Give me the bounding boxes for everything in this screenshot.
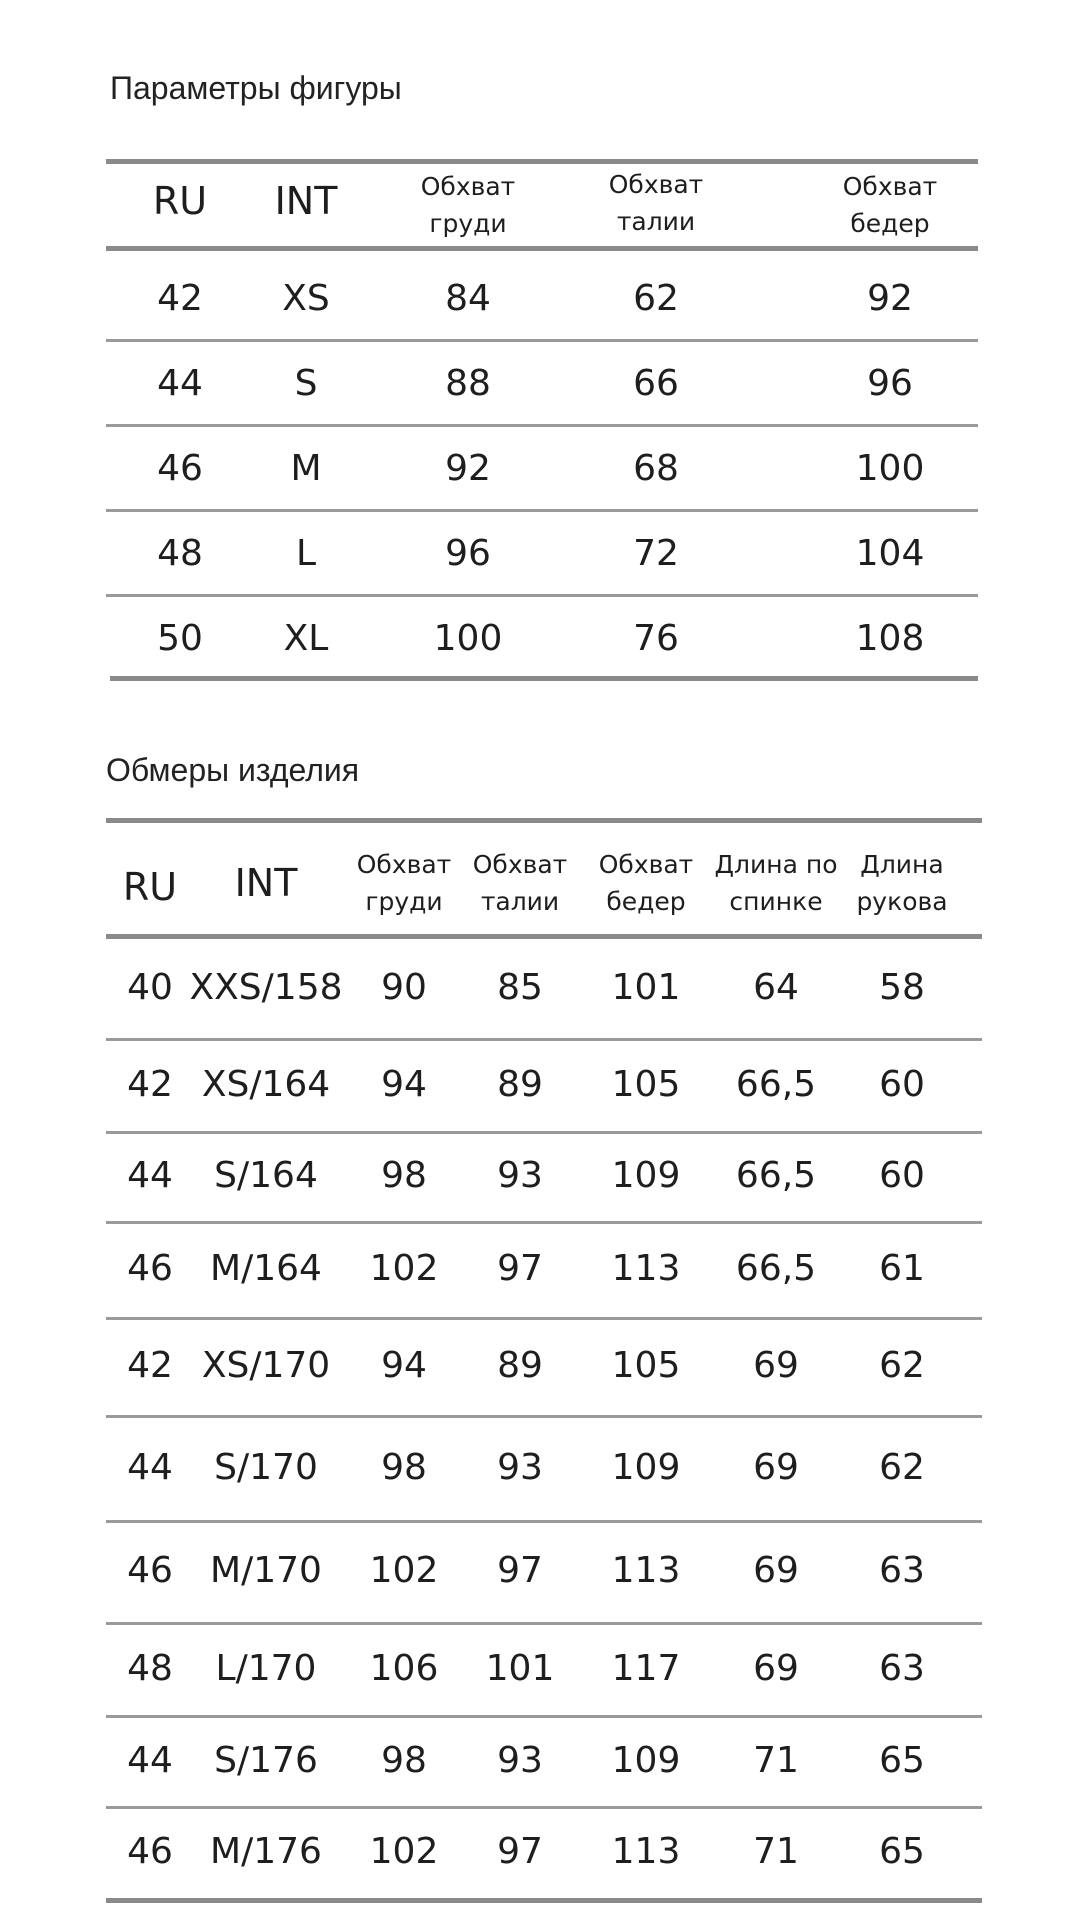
- table-cell: 100: [855, 448, 925, 489]
- header-hips-line1: Обхват: [598, 850, 694, 879]
- header-waist-line1: Обхват: [608, 170, 704, 199]
- row-divider: [106, 1715, 982, 1718]
- table-cell: 109: [611, 1155, 681, 1196]
- header-hips-line2: бедер: [850, 209, 930, 238]
- header-sleeve-length-line1: Длина: [860, 850, 944, 879]
- header-waist-line2: талии: [616, 207, 696, 236]
- table-cell: 46: [157, 448, 203, 489]
- table-cell: 44: [157, 363, 203, 404]
- figure-params-title: Параметры фигуры: [110, 70, 402, 106]
- row-divider: [106, 339, 978, 342]
- table-cell: 96: [445, 533, 491, 574]
- table-cell: 72: [633, 533, 679, 574]
- table-cell: 104: [855, 533, 925, 574]
- table-cell: 105: [611, 1063, 681, 1105]
- table-cell: 46: [127, 1550, 173, 1591]
- garment-measurements-title: Обмеры изделия: [106, 752, 360, 788]
- table-cell: 89: [497, 1063, 543, 1105]
- header-chest: [357, 846, 452, 920]
- table-cell: 69: [753, 1345, 799, 1386]
- table-cell: 61: [879, 1248, 925, 1289]
- table-cell: 108: [855, 618, 925, 659]
- garment-table-top-rule: [106, 818, 982, 823]
- table-cell: M/170: [210, 1550, 322, 1591]
- header-sleeve-length: [856, 846, 947, 920]
- table-cell: M/164: [210, 1248, 322, 1289]
- header-hips: [599, 846, 694, 920]
- table-cell: 60: [879, 1063, 925, 1105]
- row-divider: [106, 1415, 982, 1418]
- table-cell: 40: [127, 966, 173, 1008]
- table-cell: M: [290, 448, 322, 489]
- table-cell: 76: [633, 618, 679, 659]
- table-cell: XL: [283, 618, 329, 659]
- garment-table-header-rule: [106, 934, 982, 939]
- table-cell: S/170: [214, 1446, 318, 1488]
- header-hips-line2: бедер: [606, 887, 686, 916]
- table-cell: 113: [611, 1248, 681, 1289]
- table-cell: XS: [282, 278, 330, 319]
- table-cell: 109: [611, 1739, 681, 1781]
- header-chest-line1: Обхват: [420, 172, 516, 201]
- table-cell: 44: [127, 1739, 173, 1781]
- table-cell: 66: [633, 363, 679, 404]
- table-cell: 42: [127, 1063, 173, 1105]
- table-cell: 94: [381, 1345, 427, 1386]
- header-chest-line2: груди: [365, 887, 443, 916]
- header-int: INT: [274, 179, 338, 223]
- table-cell: 50: [157, 618, 203, 659]
- table-cell: 92: [867, 278, 913, 319]
- table-cell: 113: [611, 1831, 681, 1872]
- table-cell: 62: [879, 1345, 925, 1386]
- table-cell: 101: [611, 966, 681, 1008]
- table-cell: 63: [879, 1550, 925, 1591]
- table-cell: 66,5: [735, 1248, 817, 1289]
- header-hips-line1: Обхват: [842, 172, 938, 201]
- row-divider: [106, 594, 978, 597]
- row-divider: [106, 1317, 982, 1320]
- table-cell: 42: [127, 1345, 173, 1386]
- row-divider: [106, 509, 978, 512]
- table-cell: 68: [633, 448, 679, 489]
- table-cell: 65: [879, 1739, 925, 1781]
- table-cell: 101: [485, 1647, 555, 1689]
- figure-table-header-rule: [106, 246, 978, 251]
- table-cell: 62: [633, 278, 679, 319]
- table-cell: 63: [879, 1647, 925, 1689]
- table-cell: 97: [497, 1550, 543, 1591]
- table-cell: 93: [497, 1739, 543, 1781]
- figure-table-bottom-rule: [110, 676, 978, 681]
- table-cell: 113: [611, 1550, 681, 1591]
- header-waist: [473, 846, 568, 920]
- table-cell: 44: [127, 1155, 173, 1196]
- table-cell: 69: [753, 1446, 799, 1488]
- row-divider: [106, 424, 978, 427]
- header-back-length: [714, 846, 837, 920]
- table-cell: 102: [369, 1550, 439, 1591]
- table-cell: 71: [753, 1739, 799, 1781]
- table-cell: 88: [445, 363, 491, 404]
- header-waist: [609, 166, 704, 240]
- header-back-length-line1: Длина по: [714, 850, 838, 879]
- row-divider: [106, 1520, 982, 1523]
- row-divider: [106, 1622, 982, 1625]
- row-divider: [106, 1221, 982, 1224]
- table-cell: 109: [611, 1446, 681, 1488]
- table-cell: 117: [611, 1647, 681, 1689]
- table-cell: 94: [381, 1063, 427, 1105]
- header-hips: [843, 168, 938, 242]
- header-int: INT: [234, 861, 298, 905]
- header-back-length-line2: спинке: [729, 887, 823, 916]
- row-divider: [106, 1131, 982, 1134]
- figure-table-top-rule: [106, 159, 978, 164]
- table-cell: XS/170: [201, 1345, 331, 1386]
- table-cell: 92: [445, 448, 491, 489]
- table-cell: 100: [433, 618, 503, 659]
- table-cell: 46: [127, 1248, 173, 1289]
- header-chest: [421, 168, 516, 242]
- table-cell: 58: [879, 966, 925, 1008]
- table-cell: 97: [497, 1831, 543, 1872]
- table-cell: 102: [369, 1248, 439, 1289]
- table-cell: 96: [867, 363, 913, 404]
- table-cell: L/170: [215, 1647, 317, 1689]
- table-cell: 97: [497, 1248, 543, 1289]
- table-cell: 42: [157, 278, 203, 319]
- header-sleeve-length-line2: рукова: [856, 887, 948, 916]
- garment-table-bottom-rule: [106, 1898, 982, 1903]
- table-cell: 90: [381, 966, 427, 1008]
- table-cell: 71: [753, 1831, 799, 1872]
- table-cell: L: [295, 533, 317, 574]
- table-cell: 64: [753, 966, 799, 1008]
- table-cell: 106: [369, 1647, 439, 1689]
- table-cell: S/176: [214, 1739, 318, 1781]
- table-cell: 98: [381, 1739, 427, 1781]
- table-cell: 46: [127, 1831, 173, 1872]
- table-cell: 102: [369, 1831, 439, 1872]
- table-cell: 105: [611, 1345, 681, 1386]
- table-cell: S: [294, 363, 318, 404]
- header-ru: RU: [122, 865, 178, 909]
- header-waist-line2: талии: [480, 887, 560, 916]
- table-cell: 44: [127, 1446, 173, 1488]
- table-cell: 85: [497, 966, 543, 1008]
- table-cell: 60: [879, 1155, 925, 1196]
- table-cell: XS/164: [201, 1063, 331, 1105]
- table-cell: 48: [157, 533, 203, 574]
- table-cell: XXS/158: [189, 966, 343, 1008]
- table-cell: M/176: [210, 1831, 322, 1872]
- table-cell: 84: [445, 278, 491, 319]
- table-cell: 89: [497, 1345, 543, 1386]
- table-cell: 93: [497, 1446, 543, 1488]
- header-chest-line2: груди: [429, 209, 507, 238]
- table-cell: 93: [497, 1155, 543, 1196]
- table-cell: 62: [879, 1446, 925, 1488]
- table-cell: 66,5: [735, 1063, 817, 1105]
- row-divider: [106, 1806, 982, 1809]
- header-chest-line1: Обхват: [356, 850, 452, 879]
- table-cell: 48: [127, 1647, 173, 1689]
- table-cell: 65: [879, 1831, 925, 1872]
- table-cell: S/164: [214, 1155, 318, 1196]
- table-cell: 98: [381, 1446, 427, 1488]
- table-cell: 69: [753, 1550, 799, 1591]
- table-cell: 66,5: [735, 1155, 817, 1196]
- header-waist-line1: Обхват: [472, 850, 568, 879]
- table-cell: 69: [753, 1647, 799, 1689]
- header-ru: RU: [152, 179, 208, 223]
- table-cell: 98: [381, 1155, 427, 1196]
- row-divider: [106, 1038, 982, 1041]
